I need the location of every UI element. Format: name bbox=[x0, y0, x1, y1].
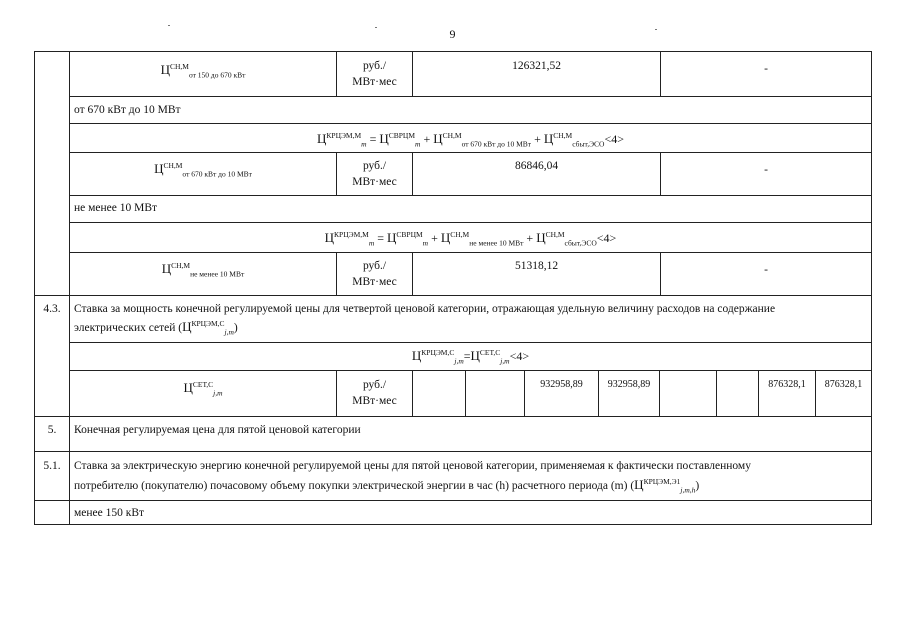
section-title-line1: Ставка за мощность конечной регулируемой цены для четвертой ценовой категории, отражающая удельную величину расходов на содержание bbox=[74, 303, 776, 315]
grid-line bbox=[69, 370, 872, 371]
tariff-symbol bbox=[70, 62, 336, 79]
unit-line2: МВт·мес bbox=[352, 76, 397, 88]
page-number: 9 bbox=[449, 27, 456, 41]
formula-equals: = bbox=[369, 132, 377, 146]
formula-lhs-sub: m bbox=[361, 139, 367, 149]
subsection-label: не менее 10 МВт bbox=[74, 202, 158, 214]
grid-line bbox=[34, 451, 872, 452]
grid-line bbox=[659, 370, 660, 416]
unit-cell bbox=[337, 377, 412, 409]
formula-term3-sup: СН,М bbox=[553, 131, 573, 140]
symbol-subscript: j,m bbox=[224, 327, 234, 337]
formula-term1-sup: СВРЦМ bbox=[396, 230, 423, 239]
symbol-base: Ц bbox=[183, 380, 193, 395]
value-cell: 876328,1 bbox=[768, 379, 806, 390]
symbol-base: Ц bbox=[182, 319, 192, 334]
value-cell: 932958,89 bbox=[540, 379, 583, 390]
formula-lhs-sup: КРЦЭМ,М bbox=[334, 230, 369, 239]
grid-line bbox=[34, 51, 872, 52]
formula-term3-base: Ц bbox=[536, 230, 546, 245]
formula-plus: + bbox=[431, 231, 438, 245]
formula-term1-sub: m bbox=[422, 238, 429, 248]
tariff-symbol bbox=[70, 161, 336, 178]
unit-cell bbox=[337, 258, 412, 290]
symbol-base: Ц bbox=[161, 261, 172, 276]
symbol-base: Ц bbox=[160, 62, 170, 77]
section-title-close: ) bbox=[233, 322, 238, 334]
formula-term2-sub: от 670 кВт до 10 МВт bbox=[461, 139, 532, 149]
rate-dash: - bbox=[764, 264, 768, 276]
grid-line bbox=[69, 252, 872, 253]
tariff-symbol bbox=[70, 380, 336, 397]
grid-line bbox=[69, 152, 872, 153]
symbol-superscript: КРЦЭМ,С bbox=[191, 319, 225, 329]
formula-term1-sup: СВРЦМ bbox=[388, 131, 416, 140]
grid-line bbox=[34, 51, 35, 525]
symbol-subscript: от 150 до 670 кВт bbox=[188, 70, 246, 80]
unit-line1: руб./ bbox=[362, 160, 387, 172]
section-number: 4.3. bbox=[43, 303, 61, 315]
formula-term1-sub: m bbox=[415, 139, 421, 149]
grid-line bbox=[34, 416, 872, 417]
formula-term2-base: Ц bbox=[433, 131, 443, 146]
rate-value: 51318,12 bbox=[514, 260, 559, 272]
unit-cell bbox=[337, 58, 412, 90]
formula-term1-base: Ц bbox=[379, 131, 389, 146]
grid-line bbox=[34, 295, 872, 296]
formula-lhs-base: Ц bbox=[317, 131, 327, 146]
unit-line1: руб./ bbox=[362, 60, 387, 72]
formula-term3-sub: сбыт,ЭСО bbox=[564, 238, 597, 248]
unit-line2: МВт·мес bbox=[352, 395, 397, 407]
symbol-superscript: СЕТ,С bbox=[192, 380, 214, 390]
symbol-subscript: j,m,h bbox=[680, 485, 696, 495]
grid-line bbox=[69, 222, 872, 223]
formula bbox=[70, 131, 871, 147]
formula-lhs-base: Ц bbox=[324, 230, 335, 245]
symbol-superscript: КРЦЭМ,Э1 bbox=[643, 477, 681, 487]
symbol-subscript: не менее 10 МВт bbox=[190, 269, 245, 279]
section-title-close: ) bbox=[695, 480, 700, 492]
unit-line1: руб./ bbox=[362, 379, 387, 391]
formula-term3-sub: сбыт,ЭСО bbox=[572, 139, 605, 149]
formula-rhs-base: Ц bbox=[470, 348, 480, 363]
formula-equals: = bbox=[377, 231, 385, 245]
section-number: 5. bbox=[47, 424, 57, 436]
section-title-text: электрических сетей ( bbox=[74, 322, 183, 334]
grid-line bbox=[34, 524, 872, 525]
formula-lhs-sup: КРЦЭМ,М bbox=[326, 131, 362, 140]
rate-dash: - bbox=[764, 63, 768, 75]
formula-rhs-sub: j,m bbox=[500, 356, 510, 366]
formula-term2-sub: не менее 10 МВт bbox=[469, 238, 524, 248]
formula-lhs-base: Ц bbox=[411, 348, 422, 363]
section-title-text: потребителю (покупателю) почасовому объему покупки электрической энергии в час (h) расчетного периода (m) ( bbox=[74, 480, 635, 492]
formula bbox=[70, 230, 871, 246]
grid-line bbox=[465, 370, 466, 416]
value-cell: 876328,1 bbox=[824, 379, 863, 390]
formula-term3-base: Ц bbox=[543, 131, 554, 146]
formula-term1-base: Ц bbox=[387, 230, 397, 245]
formula-plus: + bbox=[423, 132, 431, 146]
unit-line2: МВт·мес bbox=[352, 176, 397, 188]
rate-dash: - bbox=[764, 164, 768, 176]
formula-note: <4> bbox=[509, 349, 530, 363]
scan-speck bbox=[655, 29, 657, 30]
rate-value: 126321,52 bbox=[512, 60, 561, 72]
section-title-line2 bbox=[74, 477, 699, 494]
symbol-subscript: j,m bbox=[213, 388, 223, 398]
formula-term2-base: Ц bbox=[440, 230, 451, 245]
section-number: 5.1. bbox=[43, 460, 61, 472]
symbol-superscript: СН,М bbox=[171, 261, 191, 271]
symbol-subscript: от 670 кВт до 10 МВт bbox=[182, 169, 252, 179]
grid-line bbox=[69, 123, 872, 124]
grid-line bbox=[716, 370, 717, 416]
scan-speck bbox=[375, 27, 377, 28]
symbol-superscript: СН,М bbox=[170, 62, 189, 72]
symbol-superscript: СН,М bbox=[163, 161, 183, 171]
formula-equals: = bbox=[463, 349, 471, 363]
formula-term2-sup: СН,М bbox=[450, 230, 470, 239]
grid-line bbox=[69, 342, 872, 343]
section-title: Конечная регулируемая цена для пятой ценовой категории bbox=[74, 424, 361, 436]
formula-lhs-sub: m bbox=[368, 238, 375, 248]
formula-term2-sup: СН,М bbox=[442, 131, 462, 140]
grid-line bbox=[34, 500, 872, 501]
formula-note: <4> bbox=[596, 231, 617, 245]
unit-line2: МВт·мес bbox=[352, 276, 397, 288]
section-title-line2 bbox=[74, 319, 238, 336]
formula-note: <4> bbox=[604, 132, 624, 146]
grid-line bbox=[69, 195, 872, 196]
rate-value: 86846,04 bbox=[514, 160, 559, 172]
tariff-symbol bbox=[70, 261, 336, 278]
subsection-label: от 670 кВт до 10 МВт bbox=[74, 104, 181, 116]
formula-lhs-sub: j,m bbox=[454, 356, 464, 366]
value-cell: 932958,89 bbox=[607, 379, 651, 390]
unit-line1: руб./ bbox=[362, 260, 387, 272]
grid-line bbox=[412, 370, 413, 416]
formula bbox=[70, 348, 871, 364]
subsection-label: менее 150 кВт bbox=[74, 507, 145, 519]
symbol-base: Ц bbox=[634, 477, 644, 492]
section-title-line1: Ставка за электрическую энергию конечной регулируемой цены для пятой ценовой категории, применяемая к фактически поставленному bbox=[74, 460, 751, 472]
formula-term3-sup: СН,М bbox=[545, 230, 565, 239]
formula-plus: + bbox=[534, 132, 541, 146]
symbol-base: Ц bbox=[154, 161, 164, 176]
formula-lhs-sup: КРЦЭМ,С bbox=[421, 348, 455, 357]
formula-plus: + bbox=[526, 231, 534, 245]
unit-cell bbox=[337, 158, 412, 190]
grid-line bbox=[69, 96, 872, 97]
formula-rhs-sup: СЕТ,С bbox=[479, 348, 501, 357]
scan-speck bbox=[168, 25, 170, 26]
